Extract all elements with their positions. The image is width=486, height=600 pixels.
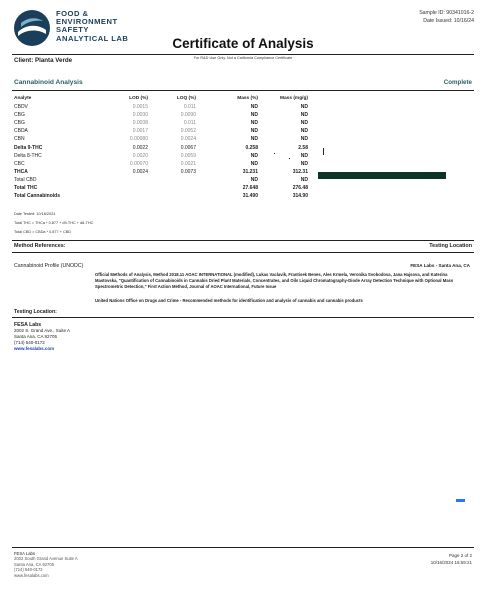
blue-mark xyxy=(456,499,465,502)
mass-mg: 2.58 xyxy=(298,144,308,151)
footer-street: 2002 South Grand Avenue Suite A xyxy=(14,556,78,562)
lab-name: FOOD & ENVIRONMENT SAFETY ANALYTICAL LAB xyxy=(56,9,129,43)
loq-value: 0.0052 xyxy=(180,128,196,135)
mass-mg: 314.90 xyxy=(292,193,308,200)
mass-mg: ND xyxy=(300,104,308,111)
un-reference: United Nations Office on Drugs and Crime - Recommended methods for identification and analysis of cannabis and cannabis products xyxy=(95,298,363,303)
footer-phone: (714) 540-0172 xyxy=(14,567,43,573)
mass-mg: ND xyxy=(300,128,308,135)
loq-value: 0.0067 xyxy=(180,144,196,151)
column-header: Mass (mg/g) xyxy=(280,96,308,101)
page-number xyxy=(431,552,472,566)
analyte-name: CBG xyxy=(14,112,25,119)
client-name: Client: Planta Verde xyxy=(14,57,73,64)
loq-value: 0.0090 xyxy=(180,112,196,119)
mass-percent: ND xyxy=(250,152,258,159)
mass-percent: 31.231 xyxy=(242,168,258,175)
print-timestamp: 10/16/2024 16:59:21 xyxy=(430,560,472,565)
testing-location-label: Testing Location xyxy=(429,243,472,249)
analyte-name: Delta 8-THC xyxy=(14,152,42,159)
table-row xyxy=(14,185,314,193)
loq-value: 0.011 xyxy=(183,104,196,111)
analyte-name: CBG xyxy=(14,120,25,127)
divider xyxy=(12,252,474,253)
loq-value: 0.0073 xyxy=(180,168,196,175)
loq-value: 0.0059 xyxy=(180,152,196,159)
lod-value: 0.00070 xyxy=(129,160,148,167)
divider xyxy=(12,90,474,91)
mass-percent: ND xyxy=(250,128,258,135)
table-row xyxy=(14,193,314,201)
lod-value: 0.00080 xyxy=(129,136,148,143)
table-row xyxy=(14,120,314,128)
lod-value: 0.0038 xyxy=(132,120,148,127)
page-count: Page 2 of 2 xyxy=(448,553,472,558)
scan-speck xyxy=(323,148,324,155)
total-cbd-formula: Total CBD = CBDa * 0.877 + CBD xyxy=(14,230,71,234)
table-row xyxy=(14,169,314,177)
analyte-name: THCA xyxy=(14,168,28,175)
divider xyxy=(12,240,474,241)
mass-mg: 312.31 xyxy=(292,168,308,175)
lod-value: 0.0024 xyxy=(132,168,148,175)
method-references-label: Method References: xyxy=(14,243,66,249)
cannabinoid-profile: Cannabinoid Profile (UNODC) xyxy=(14,263,84,269)
column-header: LOD (%) xyxy=(129,96,148,101)
analyte-name: CBDA xyxy=(14,128,28,135)
status-badge: Complete xyxy=(443,79,472,86)
analyte-name: Delta 9-THC xyxy=(14,144,43,151)
table-row xyxy=(14,128,314,136)
section-title: Cannabinoid Analysis xyxy=(14,79,83,86)
lab-address-phone: (714) 540-0172 xyxy=(14,340,45,345)
footer-website[interactable]: www.fesalabs.com xyxy=(14,572,49,578)
lab-address-city: Santa Ana, CA 92705 xyxy=(14,334,58,339)
mass-percent: 27.648 xyxy=(242,185,258,192)
mass-mg: ND xyxy=(300,152,308,159)
mass-percent: ND xyxy=(250,120,258,127)
table-row xyxy=(14,104,314,112)
testing-location-heading: Testing Location: xyxy=(14,309,57,315)
page-title: Certificate of Analysis xyxy=(172,36,314,51)
table-row xyxy=(14,145,314,153)
lod-value: 0.0020 xyxy=(132,152,148,159)
mass-percent: ND xyxy=(250,104,258,111)
footer-lab-name: FESA Labs xyxy=(14,551,35,556)
ruo-note: For R&D Use Only. Not a California Compliance Certificate xyxy=(193,56,293,60)
footer-city: Santa Ana, CA 92705 xyxy=(14,561,55,567)
footer-address xyxy=(14,551,78,578)
lab-website-link[interactable]: www.fesalabs.com xyxy=(14,346,55,351)
table-row xyxy=(14,177,314,185)
mass-percent: ND xyxy=(250,136,258,143)
mass-mg: ND xyxy=(300,112,308,119)
analyte-name: Total THC xyxy=(14,185,38,192)
analyte-name: Total Cannabinoids xyxy=(14,193,61,200)
total-thc-formula: Total THC = THCa * 0.877 + d9-THC + d8-THC xyxy=(14,221,94,225)
sample-info xyxy=(419,9,474,25)
mass-percent: ND xyxy=(250,160,258,167)
analyte-name: CBC xyxy=(14,160,25,167)
lab-address-street: 2002 S. Grand Ave., Suite A xyxy=(14,328,70,333)
mass-mg: 276.48 xyxy=(292,185,308,192)
table-row xyxy=(14,161,314,169)
results-table xyxy=(14,96,314,201)
lab-address-name: FESA Labs xyxy=(14,322,42,328)
mass-mg: ND xyxy=(300,136,308,143)
redaction-bar xyxy=(318,172,446,179)
scan-speck xyxy=(274,153,275,154)
loq-value: 0.0021 xyxy=(180,160,196,167)
mass-mg: ND xyxy=(300,160,308,167)
table-row xyxy=(14,153,314,161)
lab-location: FESA Labs - Santa Ana, CA xyxy=(410,263,470,268)
scan-speck xyxy=(289,158,290,159)
mass-percent: ND xyxy=(250,112,258,119)
date-tested: Date Tested: 10/16/2024 xyxy=(14,212,56,216)
mass-percent: 31.490 xyxy=(242,193,258,200)
divider xyxy=(12,547,474,548)
lod-value: 0.0015 xyxy=(132,104,148,111)
method-reference: Official Methods of Analysis, Method 2018.11 AOAC INTERNATIONAL (modified), Lukas Vaclavik, Frantisek Benes, Ales Krmela, Veronika Svobodova, Jana Hajsova, and Katerina Mastovska, "Quantification of Cannabinoids in Cannabis Dried Plant Materials, Concentrates, and Oils Liquid Chromatography-Diode Array Detection Technique with Optional Mass Spectrometric Detection," First Action Method, Journal of AOAC International, Future Issue xyxy=(95,272,454,289)
calculation-notes xyxy=(14,210,93,237)
lod-value: 0.0030 xyxy=(132,112,148,119)
divider xyxy=(12,54,474,55)
column-header: LOQ (%) xyxy=(176,96,196,101)
mass-percent: ND xyxy=(250,176,258,183)
table-row xyxy=(14,136,314,144)
date-issued: Date Issued: 10/16/24 xyxy=(423,18,474,24)
mass-mg: ND xyxy=(300,176,308,183)
analyte-name: Total CBD xyxy=(14,176,37,183)
loq-value: 0.011 xyxy=(183,120,196,127)
table-header xyxy=(14,96,314,104)
column-header: Analyte xyxy=(14,96,32,101)
analyte-name: CBN xyxy=(14,136,25,143)
divider xyxy=(12,317,474,318)
analyte-name: CBDV xyxy=(14,104,28,111)
lab-address xyxy=(14,322,70,352)
lod-value: 0.0022 xyxy=(132,144,148,151)
sample-id: Sample ID: 90341016-2 xyxy=(419,10,474,16)
mass-percent: 0.258 xyxy=(245,144,258,151)
loq-value: 0.0024 xyxy=(180,136,196,143)
mass-mg: ND xyxy=(300,120,308,127)
table-row xyxy=(14,112,314,120)
column-header: Mass (%) xyxy=(237,96,258,101)
lod-value: 0.0017 xyxy=(132,128,148,135)
